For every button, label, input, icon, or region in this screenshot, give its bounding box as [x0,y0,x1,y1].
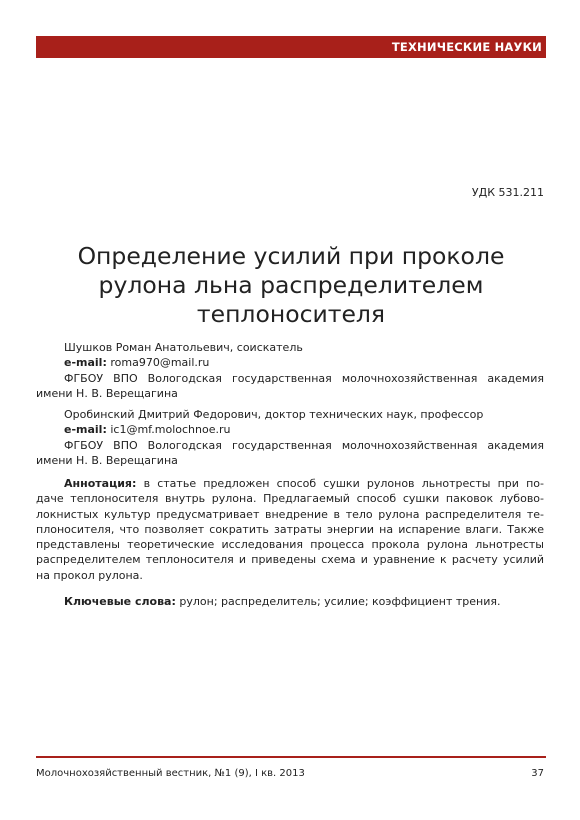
author-affiliation: имени Н. В. Верещагина [36,453,178,467]
email-label: e-mail: [64,423,107,437]
page-number: 37 [531,768,544,779]
section-header-bar [36,36,546,58]
email-label: e-mail: [64,356,107,370]
article-title [36,242,546,329]
title-line: теплоносителя [196,300,386,328]
footer-divider [36,756,546,758]
abstract [36,476,544,583]
abstract-label: Аннотация: [64,477,137,490]
author-affiliation: имени Н. В. Верещагина [36,386,178,400]
author-email[interactable]: ic1@mf.molochnoe.ru [110,423,231,437]
abstract-line: локнистых культур предусматривает внедрение в тело рулона распределителя те- [36,507,544,521]
keywords-text: рулон; распределитель; усилие; коэффициент трения. [175,595,501,608]
abstract-line [36,476,544,491]
author-block [36,407,544,468]
abstract-line: плоносителя, что позволяет сократить затраты энергии на испарение влаги. Также [36,522,544,536]
author-block [36,340,544,401]
abstract-line: даче теплоносителя внутрь рулона. Предлагаемый способ сушки паковок лубово- [36,492,544,506]
author-email[interactable]: roma970@mail.ru [110,356,210,370]
author-name: Оробинский Дмитрий Федорович, доктор технических наук, профессор [64,408,484,421]
author-email-row [64,355,544,370]
journal-citation: Молочнохозяйственный вестник, №1 (9), I кв. 2013 [36,768,305,779]
author-name: Шушков Роман Анатольевич, соискатель [64,341,303,354]
author-affiliation: ФГБОУ ВПО Вологодская государственная молочнохозяйственная академия [64,371,544,385]
keywords-label: Ключевые слова: [64,595,176,608]
udk-code: УДК 531.211 [471,186,544,199]
author-email-row [64,422,544,437]
keywords [64,594,501,609]
abstract-line: представлены теоретические исследования процесса прокола рулона льнотресты [36,538,544,552]
author-affiliation: ФГБОУ ВПО Вологодская государственная молочнохозяйственная академия [64,438,544,452]
section-label: ТЕХНИЧЕСКИЕ НАУКИ [391,40,542,54]
abstract-text: в статье предложен способ сушки рулонов льнотресты при по- [143,477,544,490]
title-line: Определение усилий при проколе [77,242,505,270]
title-line: рулона льна распределителем [98,271,484,299]
abstract-line: на прокол рулона. [36,568,143,582]
abstract-line: распределителем теплоносителя и приведены схема и уравнение к расчету усилий [36,553,544,567]
